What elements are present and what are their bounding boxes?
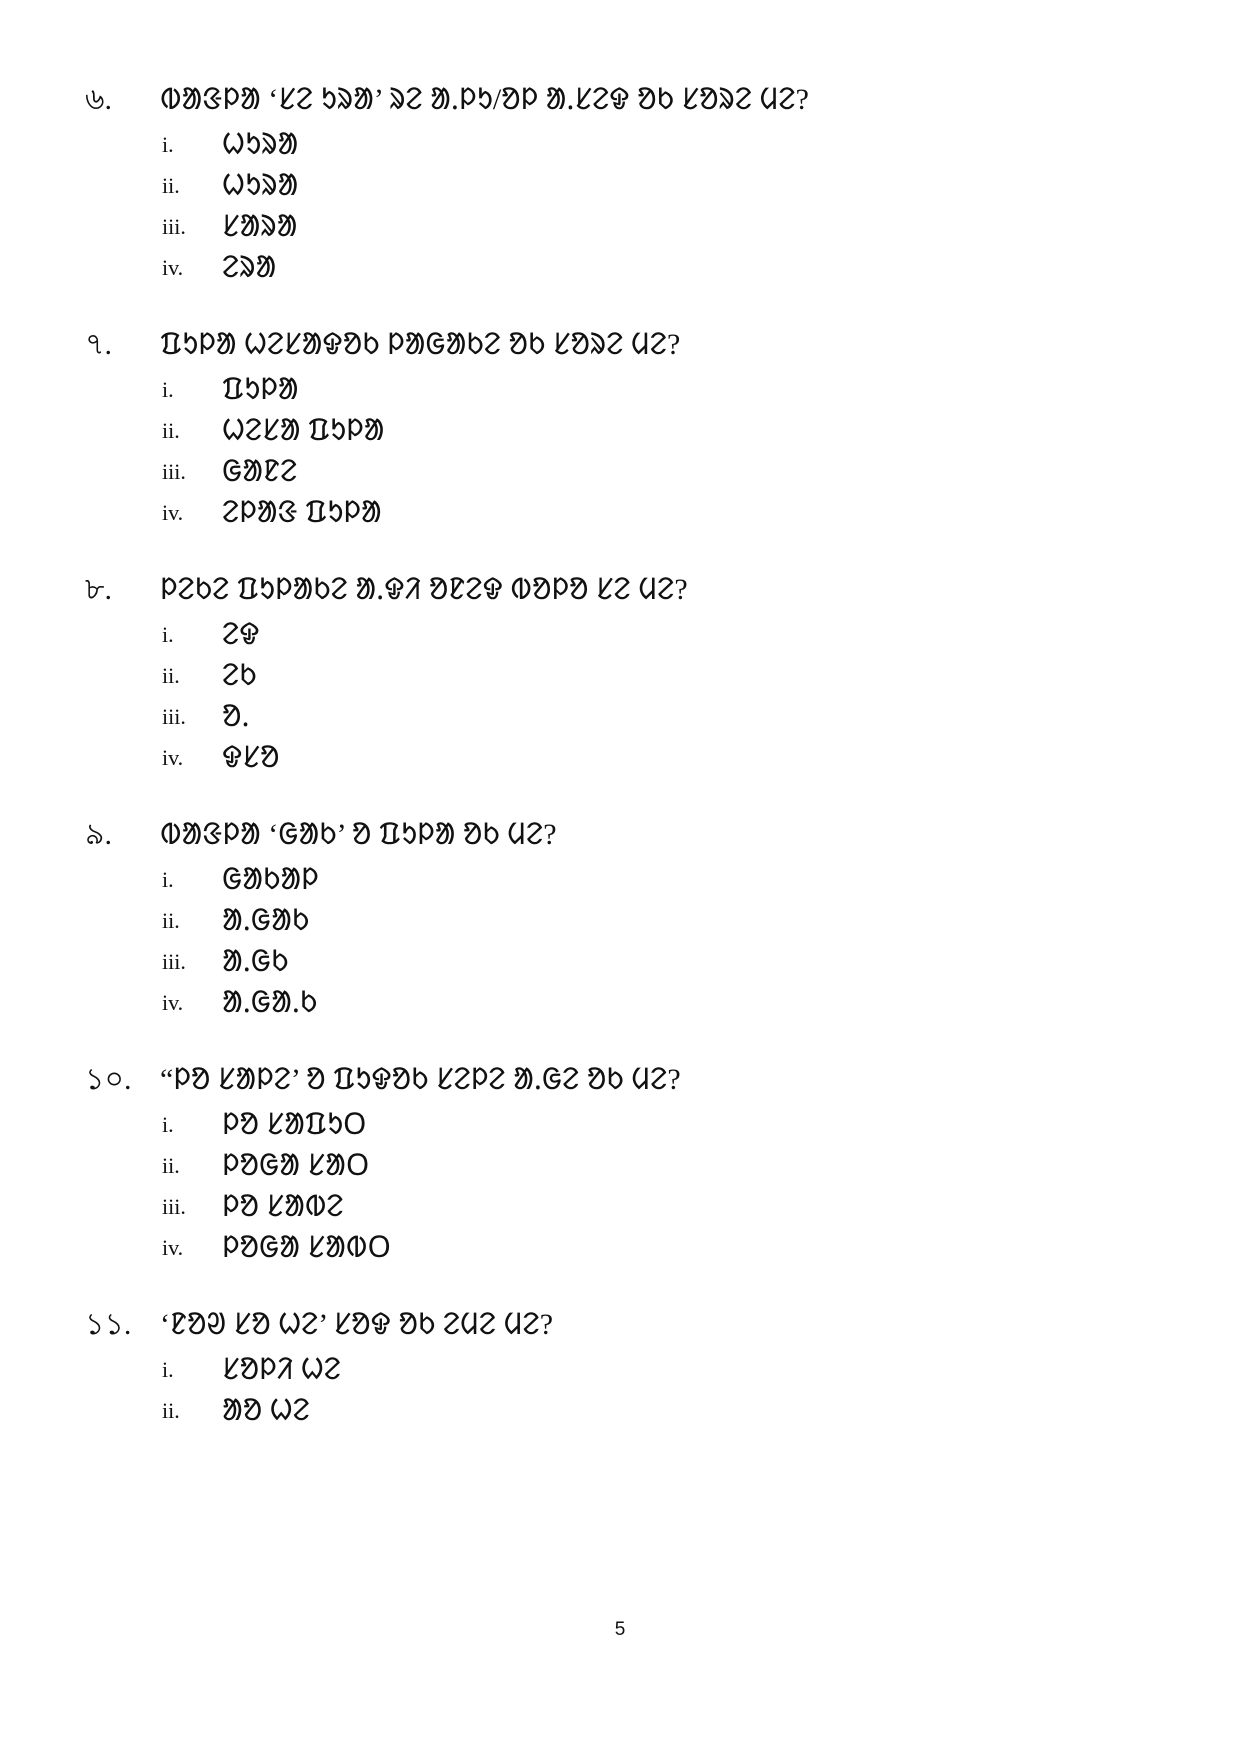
option-text: ᱮᱨᱟ	[222, 251, 277, 284]
option-text: ᱜᱟᱠᱟᱞ	[222, 863, 319, 896]
option-text: ᱮᱫ	[222, 618, 260, 651]
question-line	[0, 80, 1241, 120]
option-text: ᱮᱠ	[222, 659, 257, 692]
option-label: ii.	[162, 1398, 180, 1423]
option-text: ᱥᱟᱨᱟ	[222, 210, 298, 243]
option-i	[0, 860, 1241, 900]
option-text: ᱫᱥᱚ	[222, 741, 280, 774]
option-text: ᱟᱹᱜᱠ	[222, 945, 289, 978]
option-text: ᱟᱹᱜᱟᱹᱠ	[222, 986, 318, 1019]
option-text: ᱟᱚ ᱦᱮ	[222, 1394, 310, 1427]
question-text: ‘ᱱᱚᱣ ᱥᱚ ᱦᱮ’ ᱥᱚᱫ ᱚᱠ ᱮᱢᱮ ᱢᱮ?	[160, 1308, 554, 1341]
option-text: ᱮᱞᱟᱝ ᱯᱩᱞᱟ	[222, 496, 382, 529]
question-number: ১০.	[85, 1063, 132, 1096]
option-label: ii.	[162, 1153, 180, 1178]
question-text: ᱵᱟᱝᱞᱟ ‘ᱥᱮ ᱩᱨᱟ’ ᱨᱮ ᱟᱹᱞᱩ/ᱚᱞ ᱟᱹᱥᱮᱫ ᱚᱠ ᱥᱚᱨᱮ ᱢᱮ?	[160, 83, 809, 116]
option-text: ᱦᱮᱥᱟ ᱯᱩᱞᱟ	[222, 414, 385, 447]
question-line	[0, 1305, 1241, 1345]
question-line	[0, 570, 1241, 610]
option-text: ᱟᱹᱜᱟᱠ	[222, 904, 310, 937]
option-label: ii.	[162, 173, 180, 198]
option-label: i.	[162, 1112, 174, 1137]
option-label: iii.	[162, 949, 186, 974]
option-i	[0, 1350, 1241, 1390]
option-text: ᱦᱩᱨᱟ	[222, 169, 299, 202]
option-text: ᱜᱟᱱᱮ	[222, 455, 298, 488]
option-iv	[0, 983, 1241, 1023]
option-label: iv.	[162, 745, 184, 770]
option-i	[0, 370, 1241, 410]
option-label: iv.	[162, 255, 184, 280]
option-text: ᱞᱚᱜᱟ ᱥᱟᱛ	[222, 1149, 370, 1182]
option-ii	[0, 1146, 1241, 1186]
page-number: 5	[614, 1619, 626, 1640]
option-ii	[0, 411, 1241, 451]
question-number: ৮.	[85, 573, 112, 606]
option-iii	[0, 942, 1241, 982]
option-i	[0, 615, 1241, 655]
option-ii	[0, 166, 1241, 206]
option-label: iv.	[162, 500, 184, 525]
option-text: ᱦᱩᱨᱟ	[222, 128, 299, 161]
option-label: iii.	[162, 704, 186, 729]
question-line	[0, 1060, 1241, 1100]
option-label: iii.	[162, 214, 186, 239]
question-text: ᱯᱩᱞᱟ ᱦᱮᱥᱟᱫᱚᱠ ᱞᱟᱜᱟᱠᱮ ᱚᱠ ᱥᱚᱨᱮ ᱢᱮ?	[160, 328, 681, 361]
option-label: iv.	[162, 990, 184, 1015]
option-label: iii.	[162, 459, 186, 484]
option-text: ᱥᱚᱞᱤ ᱦᱮ	[222, 1353, 342, 1386]
option-text: ᱯᱩᱞᱟ	[222, 373, 299, 406]
option-text: ᱞᱚ ᱥᱟᱯᱩᱛ	[222, 1108, 367, 1141]
option-ii	[0, 1391, 1241, 1431]
option-ii	[0, 656, 1241, 696]
option-iii	[0, 207, 1241, 247]
option-i	[0, 125, 1241, 165]
option-iv	[0, 493, 1241, 533]
question-number: ১১.	[85, 1308, 132, 1341]
option-iii	[0, 697, 1241, 737]
option-label: ii.	[162, 418, 180, 443]
option-label: ii.	[162, 908, 180, 933]
option-iv	[0, 738, 1241, 778]
option-iii	[0, 1187, 1241, 1227]
option-text: ᱞᱚ ᱥᱟᱵᱮ	[222, 1190, 344, 1223]
question-number: ৭.	[85, 328, 113, 361]
question-text: ᱞᱮᱠᱮ ᱯᱩᱞᱟᱠᱮ ᱟᱹᱫᱤ ᱚᱱᱮᱫ ᱵᱚᱞᱚ ᱥᱮ ᱢᱮ?	[160, 573, 688, 606]
option-label: i.	[162, 867, 174, 892]
option-iv	[0, 1228, 1241, 1268]
question-text: “ᱞᱚ ᱥᱟᱞᱮ’ ᱚ ᱯᱩᱫᱚᱠ ᱥᱮᱞᱮ ᱟᱹᱜᱮ ᱚᱠ ᱢᱮ?	[160, 1063, 681, 1096]
option-iii	[0, 452, 1241, 492]
option-label: i.	[162, 622, 174, 647]
question-line	[0, 325, 1241, 365]
question-text: ᱵᱟᱝᱞᱟ ‘ᱜᱟᱠ’ ᱚ ᱯᱩᱞᱟ ᱚᱠ ᱢᱮ?	[160, 818, 557, 851]
option-label: i.	[162, 132, 174, 157]
option-ii	[0, 901, 1241, 941]
option-i	[0, 1105, 1241, 1145]
question-number: ৬.	[85, 83, 113, 116]
option-label: i.	[162, 377, 174, 402]
option-iv	[0, 248, 1241, 288]
option-label: iii.	[162, 1194, 186, 1219]
option-text: ᱚᱹ	[222, 700, 250, 733]
option-label: iv.	[162, 1235, 184, 1260]
question-line	[0, 815, 1241, 855]
option-text: ᱞᱚᱜᱟ ᱥᱟᱵᱛ	[222, 1231, 391, 1264]
option-label: ii.	[162, 663, 180, 688]
option-label: i.	[162, 1357, 174, 1382]
question-number: ৯.	[85, 818, 112, 851]
